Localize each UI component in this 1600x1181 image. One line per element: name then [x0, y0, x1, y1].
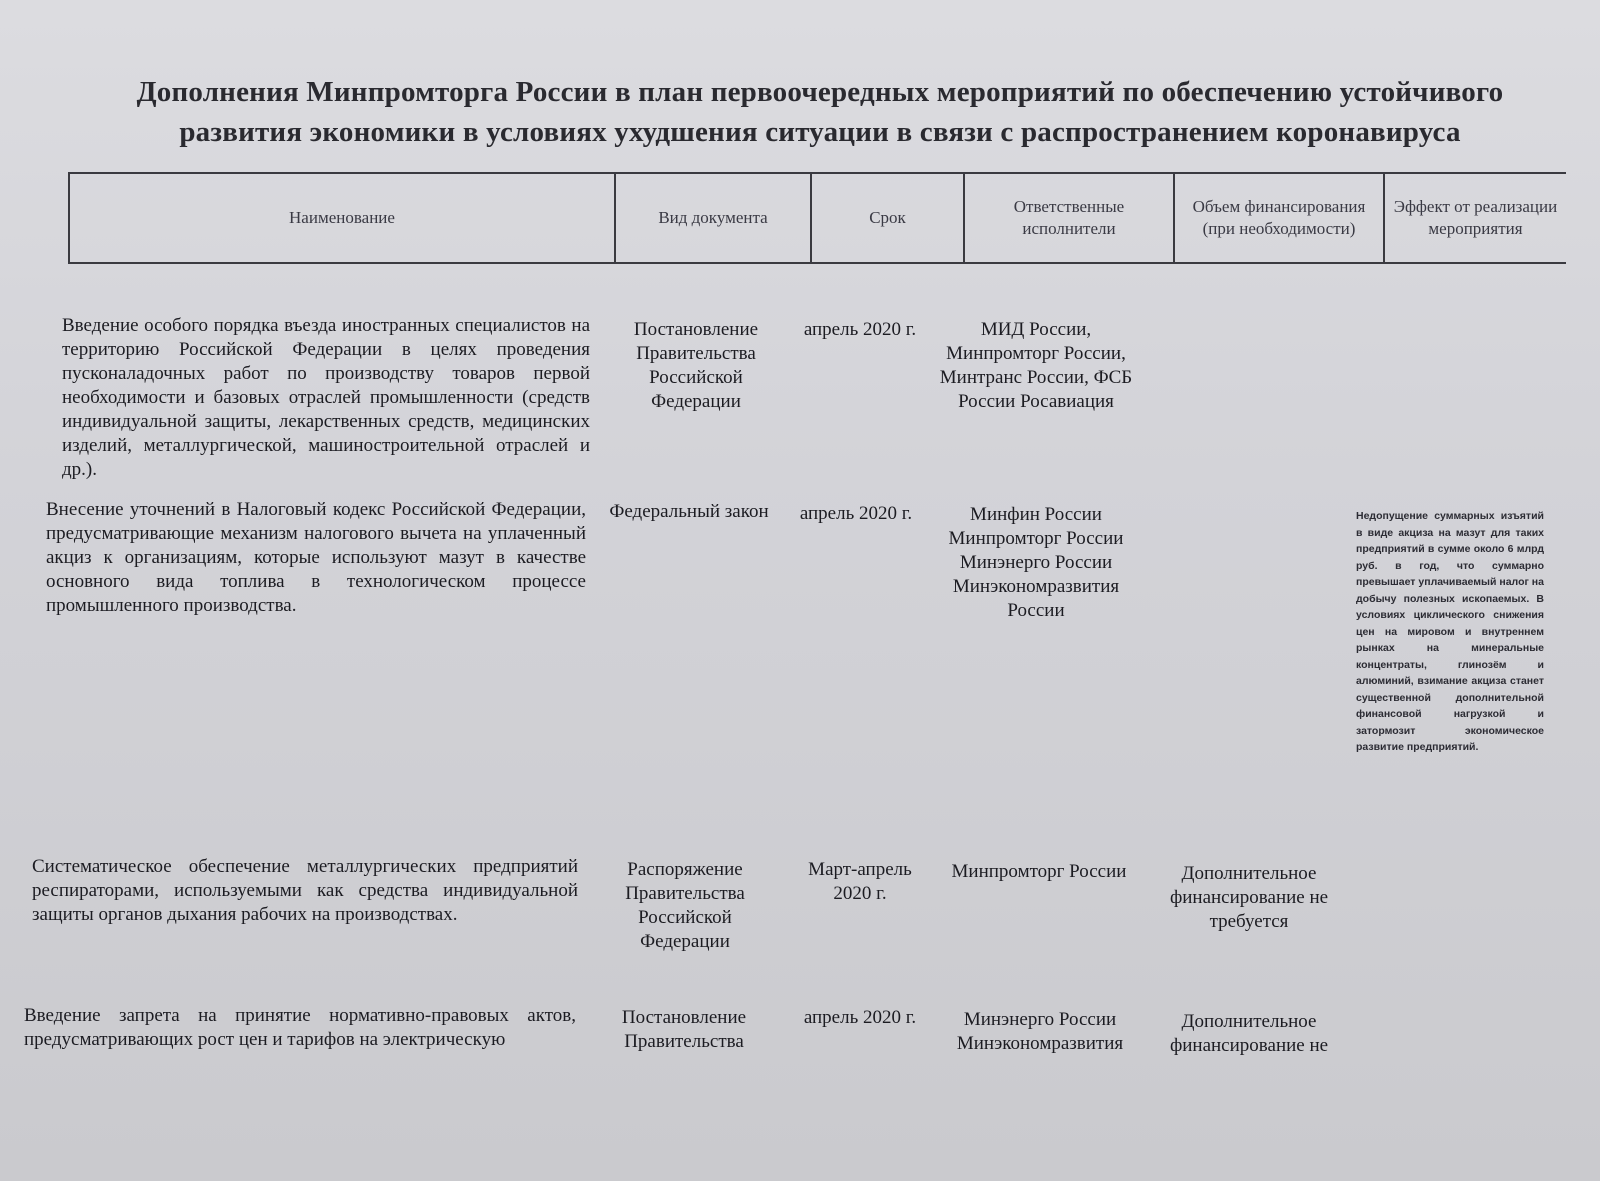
row-term: Март-апрель 2020 г. — [808, 859, 912, 904]
row-doc-type: Постановление Правительства — [621, 1007, 747, 1052]
row-executors: Минэнерго России Минэкономразвития — [956, 1009, 1124, 1054]
row-financing: Дополнительное финансирование не — [1169, 1011, 1329, 1056]
row-doc-type: Распоряжение Правительства Российской Федерации — [625, 859, 745, 952]
header-term: Срок — [811, 174, 964, 262]
header-financing: Объем финансирования (при необходимости) — [1174, 174, 1384, 262]
header-executors: Ответственные исполнители — [964, 174, 1174, 262]
row-name: Введение запрета на принятие нормативно-правовых актов, предусматривающих рост цен и тарифов на электрическую — [24, 1005, 576, 1050]
title-line-2: развития экономики в условиях ухудшения ситуации в связи с распространением коронавируса — [179, 116, 1461, 148]
row-term: апрель 2020 г. — [803, 1007, 917, 1028]
row-executors: Минфин России Минпромторг России Минэнерго России Минэкономразвития России — [948, 504, 1124, 621]
header-doc-type: Вид документа — [615, 174, 811, 262]
row-name: Введение особого порядка въезда иностранных специалистов на территорию Российской Федерации в целях проведения пусконаладочных работ по производству товаров первой необходимости и базовых отраслей промышленности (средств индивидуальной защиты, лекарственных средств, медицинских изделий, металлургической, машиностроительной отраслей и др.). — [62, 315, 590, 480]
row-term: апрель 2020 г. — [799, 503, 913, 524]
row-doc-type: Постановление Правительства Российской Федерации — [633, 319, 759, 412]
table-header — [68, 172, 1566, 264]
row-executors: Минпромторг России — [951, 861, 1127, 882]
row-doc-type: Федеральный закон — [609, 501, 769, 522]
row-term: апрель 2020 г. — [803, 319, 917, 340]
header-name: Наименование — [70, 174, 615, 262]
row-effect: Недопущение суммарных изъятий в виде акциза на мазут для таких предприятий в сумме около 6 млрд руб. в год, что суммарно превышает уплачиваемый налог на добычу полезных ископаемых. В условиях циклического снижения цен на мировом и внутреннем рынках на минеральные концентраты, глинозём и алюминий, взимание акциза станет существенной дополнительной финансовой нагрузкой и затормозит экономическое развитие предприятий. — [1356, 510, 1544, 753]
header-effect: Эффект от реализации мероприятия — [1393, 197, 1558, 238]
row-name: Систематическое обеспечение металлургических предприятий респираторами, используемыми как средства индивидуальной защиты органов дыхания рабочих на производствах. — [32, 856, 578, 925]
document-title — [60, 72, 1580, 152]
row-executors: МИД России, Минпромторг России, Минтранс России, ФСБ России Росавиация — [939, 319, 1133, 412]
title-line-1: Дополнения Минпромторга России в план первоочередных мероприятий по обеспечению устойчивого — [136, 76, 1504, 108]
row-name: Внесение уточнений в Налоговый кодекс Российской Федерации, предусматривающие механизм налогового вычета на уплаченный акциз к организациям, которые используют мазут в качестве основного вида топлива в технологическом процессе промышленного производства. — [46, 499, 586, 616]
row-financing: Дополнительное финансирование не требуется — [1169, 863, 1329, 932]
